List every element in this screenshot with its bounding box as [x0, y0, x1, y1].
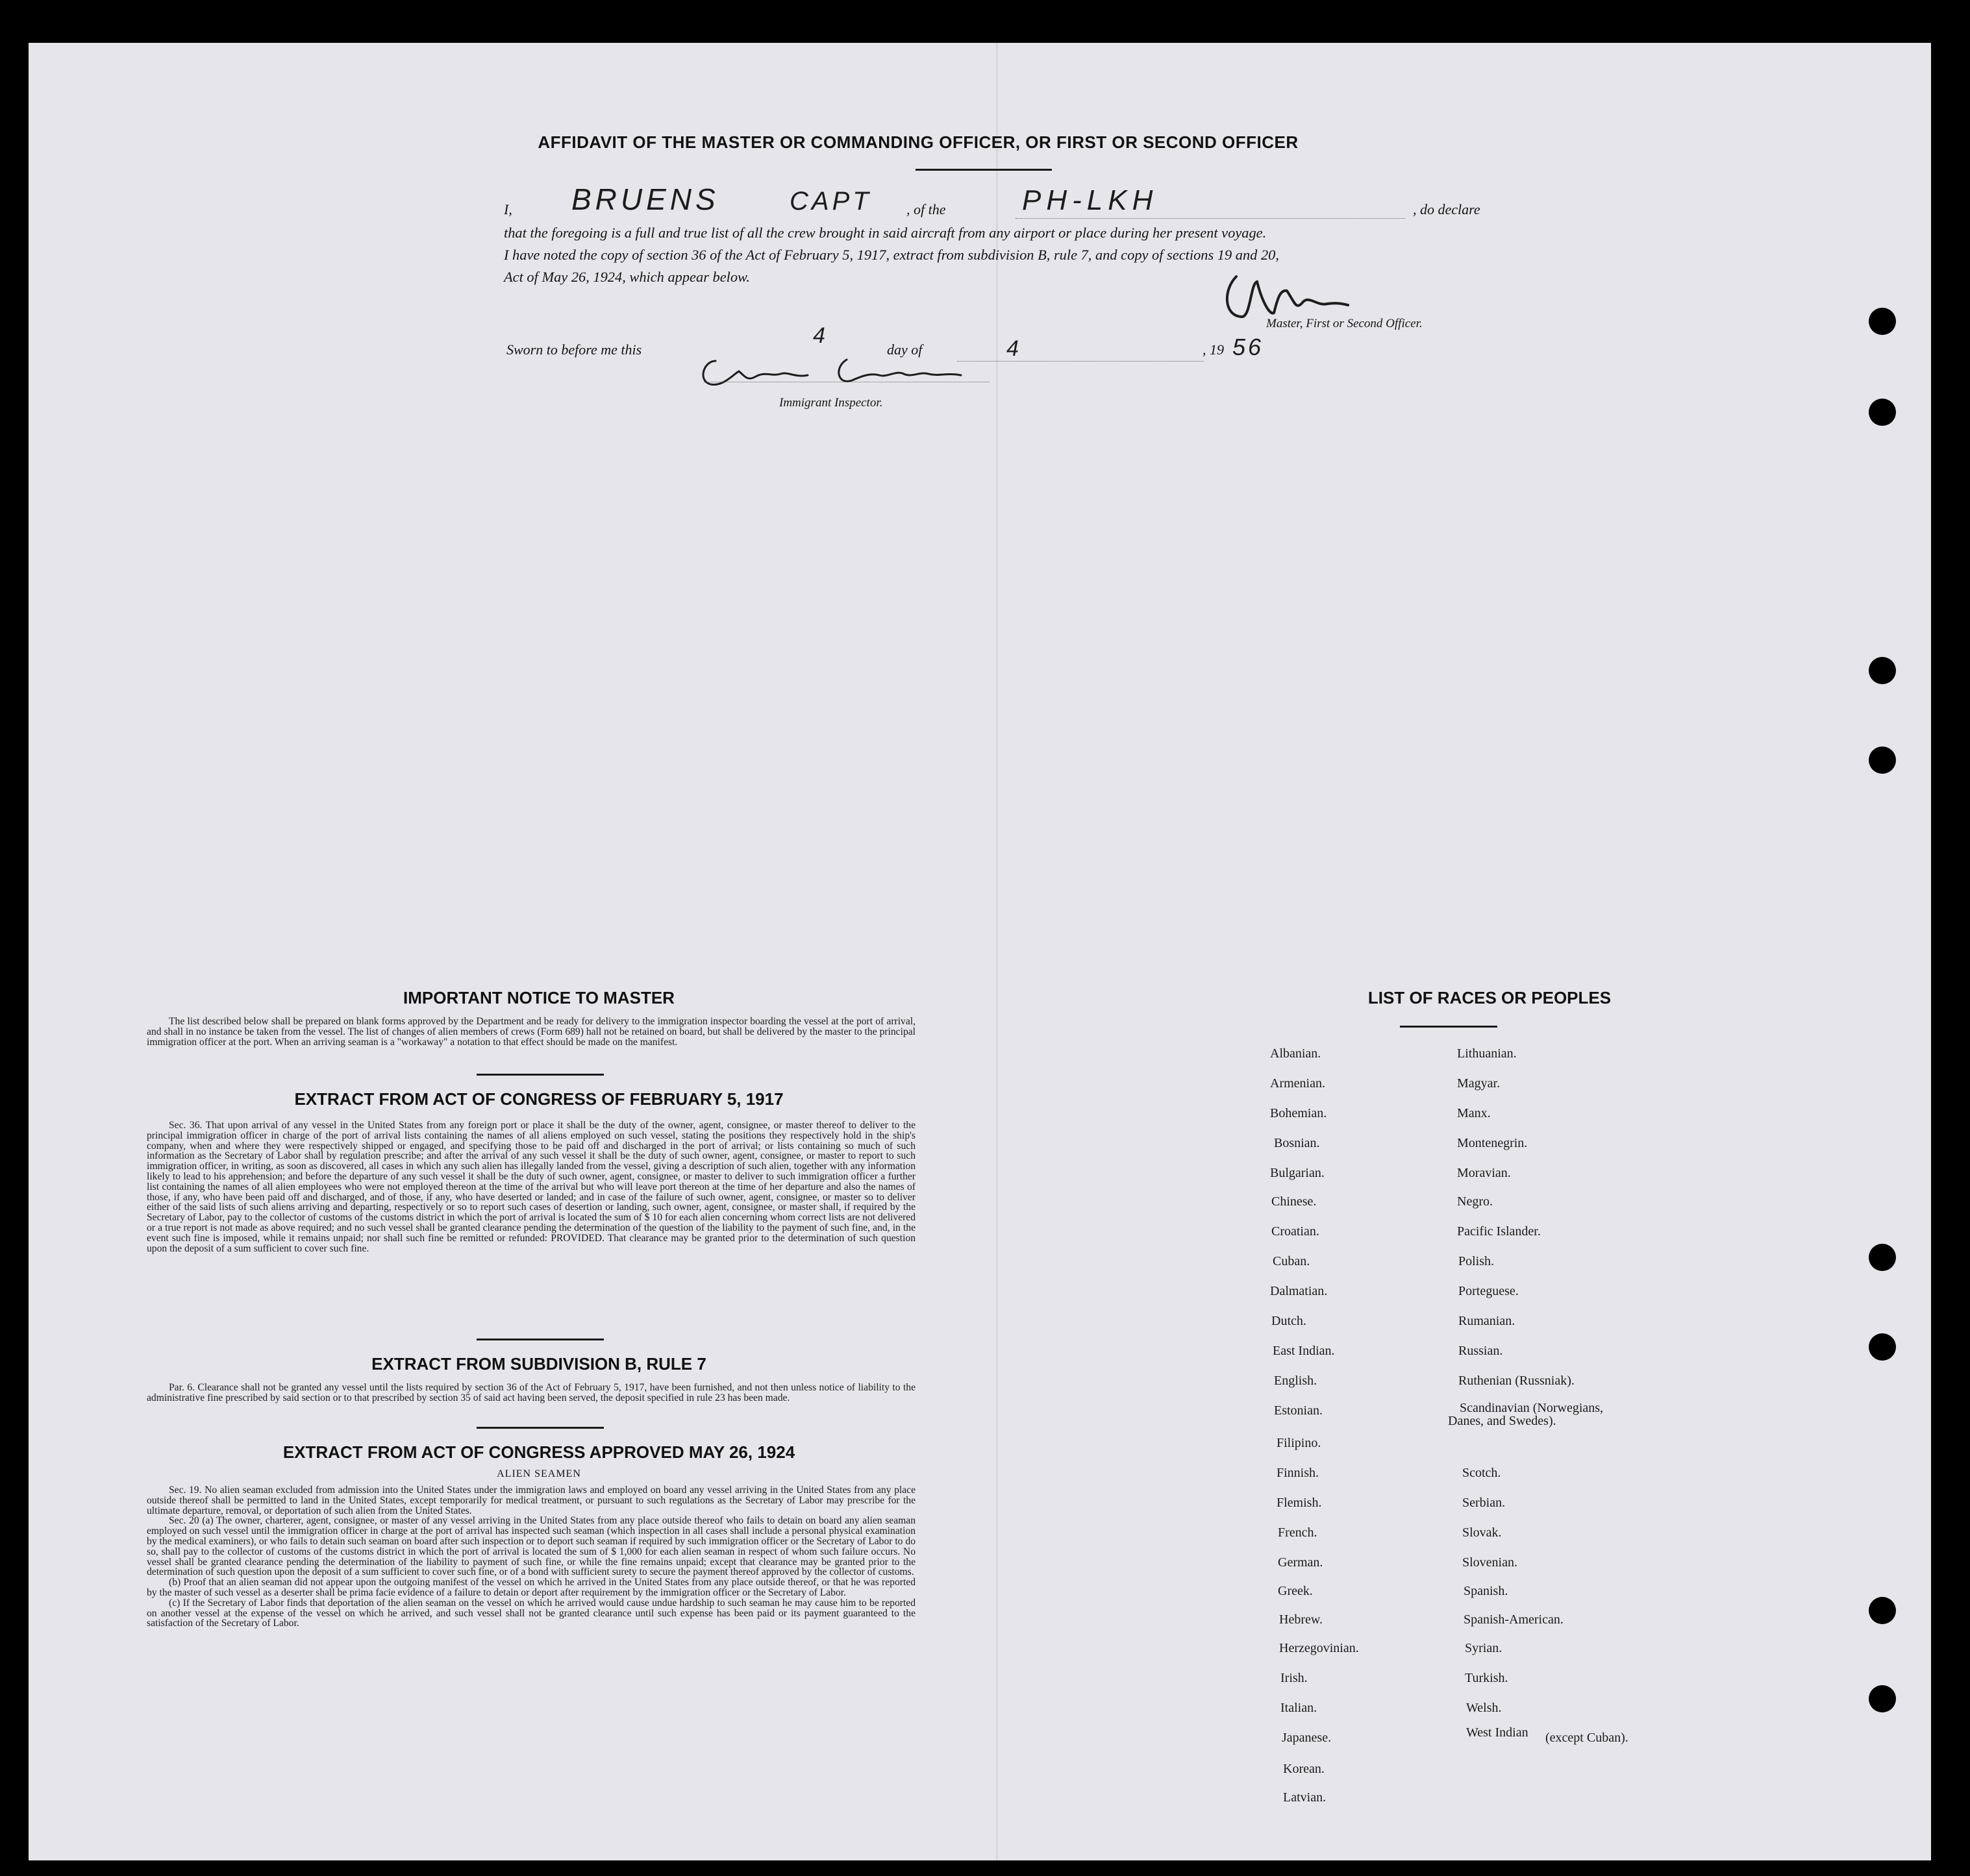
race-item-right: Slovenian. — [1462, 1555, 1517, 1570]
inspector-caption: Immigrant Inspector. — [779, 396, 883, 410]
master-caption: Master, First or Second Officer. — [1266, 317, 1423, 330]
punch-hole — [1869, 657, 1896, 684]
race-item-left: German. — [1278, 1555, 1323, 1570]
punch-hole — [1869, 1244, 1896, 1271]
race-item-left: East Indian. — [1273, 1344, 1335, 1358]
race-item-left: Hebrew. — [1279, 1612, 1323, 1627]
master-name-handwritten: BRUENS — [571, 182, 719, 216]
year-prefix-label: , 19 — [1203, 341, 1224, 358]
rule-7-heading: EXTRACT FROM SUBDIVISION B, RULE 7 — [371, 1354, 706, 1374]
master-rank-handwritten: CAPT — [790, 187, 872, 216]
sworn-label: Sworn to before me this — [506, 341, 642, 358]
race-item-left: Albanian. — [1270, 1046, 1321, 1061]
race-item-right: Russian. — [1458, 1344, 1503, 1358]
race-item-left: Bulgarian. — [1270, 1166, 1325, 1180]
race-item-right: Syrian. — [1465, 1641, 1502, 1655]
race-item-right: Spanish. — [1464, 1584, 1508, 1598]
race-item-right: Negro. — [1457, 1194, 1493, 1209]
sec-19-text: Sec. 19. No alien seaman excluded from admission into the United States under the immigration laws and employed on board any vessel arriving in the United States from any place outside thereof shall be permitted to land in the United States, except temporarily for medical treatment, or pursuant to such regulations as the Secretary of Labor may prescribe for the ultimate departure, removal, or deportation of such alien from the United States. — [147, 1485, 916, 1516]
punch-hole — [1869, 399, 1896, 426]
punch-hole — [1869, 1597, 1896, 1624]
par-6-text: Par. 6. Clearance shall not be granted any vessel until the lists required by section 36 of the Act of February 5, 1917, have been furnished, and not then unless notice of liability to the administrative fine prescribed by said section or to that prescribed by section 35 of said act having been served, the deposit specified in rule 23 has been made. — [147, 1382, 916, 1403]
punch-hole — [1869, 747, 1896, 774]
race-item-left: Bosnian. — [1274, 1136, 1320, 1150]
race-item-right: Turkish. — [1465, 1671, 1508, 1685]
rule-7-text-block — [147, 1383, 916, 1403]
race-item-left: Flemish. — [1277, 1496, 1322, 1510]
race-item-left: Croatian. — [1271, 1224, 1319, 1239]
race-item-left: Latvian. — [1283, 1790, 1327, 1805]
race-item-right: Magyar. — [1457, 1076, 1501, 1091]
extract-1924-text-block — [147, 1485, 916, 1629]
year-handwritten: 56 — [1232, 334, 1264, 360]
aircraft-underline — [1016, 218, 1405, 219]
race-item-left: Filipino. — [1277, 1436, 1321, 1450]
race-item-left: Italian. — [1280, 1701, 1317, 1715]
race-item-left: Dalmatian. — [1270, 1284, 1328, 1298]
race-item-right: Manx. — [1457, 1106, 1491, 1120]
affidavit-heading: AFFIDAVIT OF THE MASTER OR COMMANDING OFFICER, OR FIRST OR SECOND OFFICER — [538, 132, 1299, 152]
race-item-left: Cuban. — [1273, 1254, 1310, 1268]
sworn-month-handwritten: 4 — [1006, 336, 1019, 361]
race-item-right: West Indian — [1466, 1725, 1528, 1740]
inspector-signature — [684, 348, 996, 400]
race-item-left: Irish. — [1280, 1671, 1308, 1685]
race-item-right: Serbian. — [1462, 1496, 1506, 1510]
race-item-left: Chinese. — [1271, 1194, 1317, 1209]
race-item-right: Moravian. — [1457, 1166, 1511, 1180]
race-item-right: Porteguese. — [1458, 1284, 1519, 1298]
scandinavian-continuation: Danes, and Swedes). — [1448, 1414, 1556, 1428]
sec-36-text: Sec. 36. That upon arrival of any vessel in the United States from any foreign port or place it shall be the duty of the owner, agent, consignee, or master thereof to deliver to the principal immigration officer in charge of the port of arrival lists containing the names of all aliens employed on such vessel, stating the positions they respectively hold in the ship's company, when and where they were respectively shipped or engaged, and specifying those to be paid off and discharged in the port of arrival; or lists containing so much of such information as the Secretary of Labor shall by regulation prescribe; and after the arrival of any such vessel it shall be the duty of such owner, agent, consignee, or master to report to such immigration officer, in writing, as soon as discovered, all cases in which any such alien has illegally landed from the vessel, giving a description of such alien, together with any information likely to lead to his apprehension; and before the departure of any such vessel it shall be the duty of such owner, agent, consignee, or master to deliver to such immigration officer a further list containing the names of all alien employees who were not employed thereon at the time of the arrival but who will leave port thereon at the time of her departure and also the names of those, if any, who have been paid off and discharged, and of those, if any, who have deserted or landed; and in case of the failure of such owner, agent, consignee, or master so to deliver either of the said lists of such aliens arriving and departing, respectively or so to report such cases of desertion or landing, such owner, agent, consignee, or master shall, if required by the Secretary of Labor, pay to the collector of customs of the customs district in which the port of arrival is located the sum of $ 10 for each alien concerning whom correct lists are not delivered or a true report is not made as above required; and no such vessel shall be granted clearance pending the determination of the question of the liability to the payment of such fine, and, in the event such fine is imposed, while it remains unpaid; nor shall such fine be remitted or refunded: PROVIDED. That clearance may be granted prior to the determination of such question upon the deposit of a sum sufficient to cover such fine. — [147, 1120, 916, 1254]
race-item-right: Lithuanian. — [1457, 1046, 1517, 1061]
race-item-left: Herzegovinian. — [1279, 1641, 1359, 1655]
sworn-day-handwritten: 4 — [813, 323, 825, 348]
west-indian-continuation: (except Cuban). — [1545, 1731, 1628, 1745]
punch-hole — [1869, 308, 1896, 335]
race-item-left: Japanese. — [1282, 1731, 1332, 1745]
day-of-label: day of — [887, 341, 923, 358]
race-item-right: Polish. — [1458, 1254, 1495, 1268]
document-sheet — [29, 43, 1931, 1860]
center-fold — [996, 43, 998, 1860]
extract-1924-heading: EXTRACT FROM ACT OF CONGRESS APPROVED MAY 26, 1924 — [282, 1442, 795, 1462]
races-heading: LIST OF RACES OR PEOPLES — [1367, 988, 1612, 1007]
race-item-right: Spanish-American. — [1464, 1612, 1564, 1627]
affidavit-line-1: that the foregoing is a full and true list of all the crew brought in said aircraft from any airport or place during her present voyage. — [504, 225, 1267, 241]
race-item-left: English. — [1274, 1374, 1317, 1388]
race-item-right: Scotch. — [1462, 1466, 1501, 1480]
race-item-left: Bohemian. — [1270, 1106, 1327, 1120]
affidavit-i-label: I, — [504, 201, 512, 217]
race-item-left: French. — [1278, 1525, 1317, 1540]
sec-20c-text: (c) If the Secretary of Labor finds that deportation of the alien seaman on the vessel on which he arrived would cause undue hardship to such seaman he may cause him to be reported on another vessel at the expense of the vessel on which he arrived, and such vessel shall not be granted clearance until such expense has been paid or its payment guaranteed to the satisfaction of the Secretary of Labor. — [147, 1597, 916, 1629]
affidavit-line-3: Act of May 26, 1924, which appear below. — [504, 269, 750, 285]
notice-text: The list described below shall be prepared on blank forms approved by the Department and be ready for delivery to the immigration inspector boarding the vessel at the port of arrival, and shall in no instance be taken from the vessel. The list of changes of alien members of crews (Form 689) hall not be retained on board, but shall be delivered by the master to the principal immigration officer at the port. When an arriving seaman is a "workaway" a notation to that effect should be made on the manifest. — [147, 1016, 916, 1048]
sec-20b-text: (b) Proof that an alien seaman did not appear upon the outgoing manifest of the vessel on which he arrived in the United States from any place outside thereof, or that he was reported by the master of such vessel as a deserter shall be prima facie evidence of a failure to detain or deport after requirement by the immigration officer or the Secretary of Labor. — [147, 1577, 916, 1598]
extract-1917-rule — [477, 1339, 604, 1340]
race-item-right: Rumanian. — [1458, 1314, 1515, 1328]
notice-rule — [477, 1074, 604, 1076]
race-item-right: Slovak. — [1462, 1525, 1502, 1540]
affidavit-line-2: I have noted the copy of section 36 of the Act of February 5, 1917, extract from subdivision B, rule 7, and copy of sections 19 and 20, — [504, 247, 1279, 263]
race-item-right: Welsh. — [1466, 1701, 1502, 1715]
race-item-left: Greek. — [1278, 1584, 1313, 1598]
of-the-label: , of the — [906, 201, 946, 217]
races-heading-rule — [1400, 1026, 1497, 1028]
race-item-left: Finnish. — [1277, 1466, 1319, 1480]
race-item-left: Armenian. — [1270, 1076, 1325, 1091]
sec-20a-text: Sec. 20 (a) The owner, charterer, agent, consignee, or master of any vessel arriving in the United States from any place outside thereof who fails to detain on board any alien seaman employed on such vessel until the immigration officer in charge at the port of arrival has inspected such seaman (which inspection in all cases shall include a personal physical examination by the medical examiners), or who fails to detain such seaman on board after such inspection or to deport such seaman if required by such immigration officer or the Secretary of Labor to do so, shall pay to the collector of customs of the customs district in which the port of arrival is located the sum of $ 1,000 for each alien seaman in respect of whom such failure occurs. No vessel shall be granted clearance pending the determination of the liability to payment of such fine, or while the fine remains unpaid; except that clearance may be granted prior to the determination of such question upon the deposit of a sum sufficient to cover such fine, or of a bond with sufficient surety to secure the payment thereof approved by the collector of customs. — [147, 1515, 916, 1578]
race-item-right: Ruthenian (Russniak). — [1458, 1374, 1575, 1388]
race-item-left: Korean. — [1283, 1762, 1325, 1776]
race-item-right: Scandinavian (Norwegians, — [1460, 1401, 1604, 1415]
punch-hole — [1869, 1333, 1896, 1361]
notice-heading: IMPORTANT NOTICE TO MASTER — [403, 988, 675, 1007]
race-item-left: Dutch. — [1271, 1314, 1306, 1328]
aircraft-handwritten: PH-LKH — [1022, 184, 1158, 216]
do-declare-label: , do declare — [1413, 201, 1480, 217]
rule-7-rule — [477, 1427, 604, 1429]
extract-1917-text-block — [147, 1120, 916, 1253]
extract-1917-heading: EXTRACT FROM ACT OF CONGRESS OF FEBRUARY 5, 1917 — [294, 1089, 784, 1109]
alien-seamen-subheading: ALIEN SEAMEN — [497, 1468, 581, 1479]
race-item-left: Estonian. — [1274, 1403, 1323, 1418]
punch-hole — [1869, 1685, 1896, 1712]
notice-text-block — [147, 1017, 916, 1047]
race-item-right: Pacific Islander. — [1457, 1224, 1541, 1239]
affidavit-heading-rule — [916, 169, 1052, 171]
race-item-right: Montenegrin. — [1457, 1136, 1528, 1150]
